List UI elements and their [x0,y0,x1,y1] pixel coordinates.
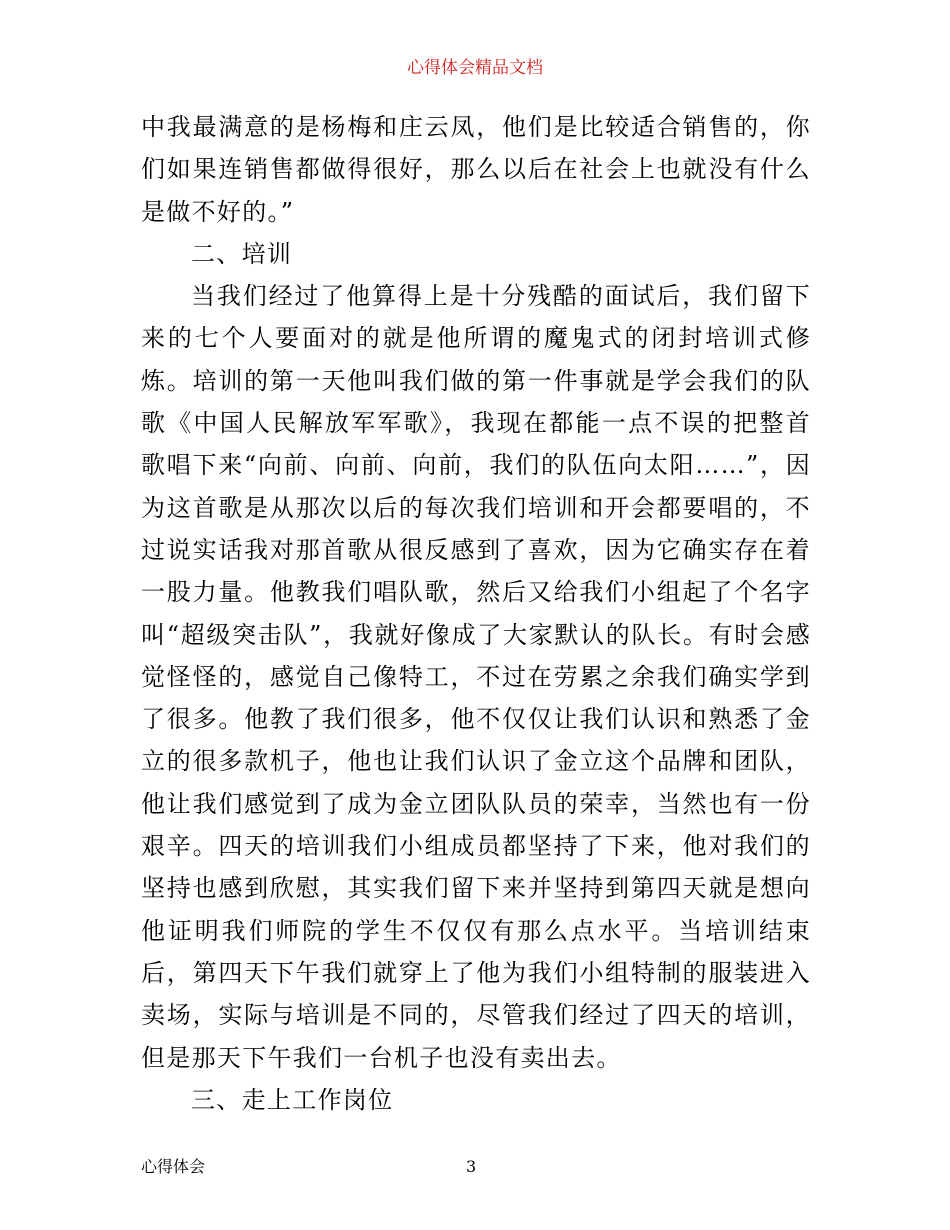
section-heading-training: 二、培训 [191,239,293,268]
paragraph-training: 当我们经过了他算得上是十分残酷的面试后，我们留下来的七个人要面对的就是他所谓的魔鬼式的闭封培训式修炼。培训的第一天他叫我们做的第一件事就是学会我们的队歌《中国人民解放军军歌》，我现在都能一点不误的把整首歌唱下来“向前、向前、向前，我们的队伍向太阳……”，因为这首歌是从那次以后的每次我们培训和开会都要唱的，不过说实话我对那首歌从很反感到了喜欢，因为它确实存在着一股力量。他教我们唱队歌，然后又给我们小组起了个名字叫“超级突击队”，我就好像成了大家默认的队长。有时会感觉怪怪的，感觉自己像特工，不过在劳累之余我们确实学到了很多。他教了我们很多，他不仅仅让我们认识和熟悉了金立的很多款机子，他也让我们认识了金立这个品牌和团队，他让我们感觉到了成为金立团队队员的荣幸，当然也有一份艰辛。四天的培训我们小组成员都坚持了下来，他对我们的坚持也感到欣慰，其实我们留下来并坚持到第四天就是想向他证明我们师院的学生不仅仅有那么点水平。当培训结束后，第四天下午我们就穿上了他为我们小组特制的服装进入卖场，实际与培训是不同的，尽管我们经过了四天的培训，但是那天下午我们一台机子也没有卖出去。 [141,282,811,1072]
paragraph-continuation: 中我最满意的是杨梅和庄云凤，他们是比较适合销售的，你们如果连销售都做得很好，那么以后在社会上也就没有什么是做不好的。” [141,113,811,226]
footer-page-number: 3 [466,1157,477,1176]
page-header-title: 心得体会精品文档 [407,58,543,78]
section-heading-work: 三、走上工作岗位 [191,1085,394,1114]
document-body [141,106,811,1121]
footer-label: 心得体会 [141,1157,206,1176]
